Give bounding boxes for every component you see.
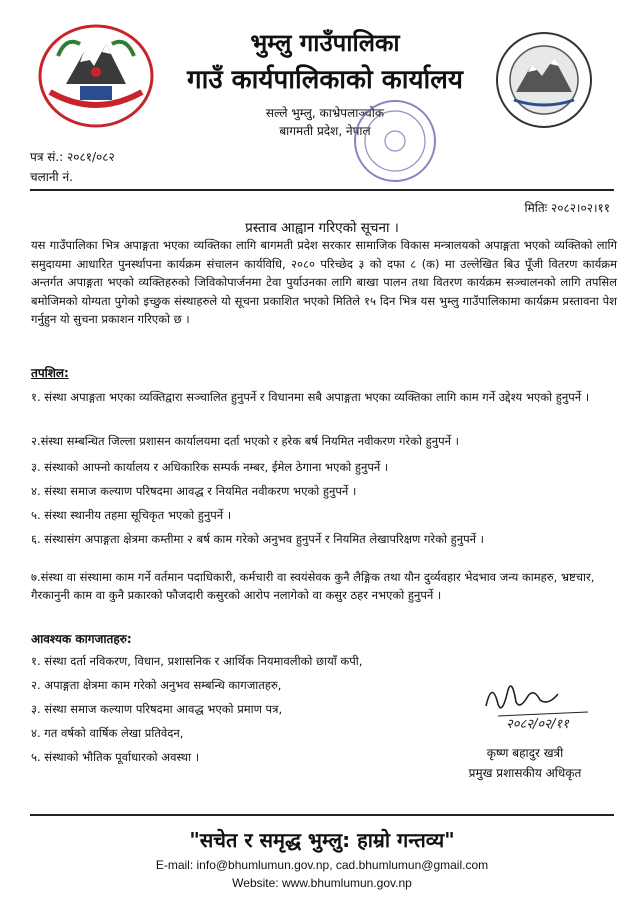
tapsil-item: १. संस्था अपाङ्गता भएका व्यक्तिद्वारा सञ्चालित हुनुपर्ने र विधानमा सबै अपाङ्गता भएका व्यक्तिका लागि काम गर्ने उद्देश्य भएको हुनुपर्ने ।: [31, 390, 590, 404]
signature-date: २०८२/०२/११: [506, 717, 569, 732]
office-name: गाउँ कार्यपालिकाको कार्यालय: [187, 65, 463, 95]
notice-subject: प्रस्ताव आह्वान गरिएको सूचना ।: [245, 220, 399, 236]
tapsil-item: ३. संस्थाको आफ्नो कार्यालय र अधिकारिक सम्पर्क नम्बर, ईमेल ठेगाना भएको हुनुपर्ने ।: [31, 460, 389, 474]
office-stamp-icon: [350, 96, 440, 186]
document-item: ४. गत वर्षको वार्षिक लेखा प्रतिवेदन,: [31, 726, 184, 740]
header-divider: [30, 189, 614, 191]
signatory-designation: प्रमुख प्रशासकीय अधिकृत: [468, 766, 582, 780]
dispatch-number: चलानी नं.: [30, 170, 73, 184]
tapsil-item: ४. संस्था समाज कल्याण परिषदमा आवद्ध र नियमित नवीकरण भएको हुनुपर्ने ।: [31, 484, 357, 498]
tapsil-item: ५. संस्था स्थानीय तहमा सूचिकृत भएको हुनुपर्ने ।: [31, 508, 232, 522]
notice-intro-paragraph: यस गाउँपालिका भित्र अपाङ्गता भएका व्यक्तिका लागि बागमती प्रदेश सरकार सामाजिक विकास मन्त्रालयको अपाङ्गता भएको व्यक्तिको लागि समुदायमा आधारित पुनर्स्थापना कार्यक्रम संचालन कार्यविधि, २०८० परिच्छेद ३ को दफा ८ (क) मा उल्लेखित बिउ पूँजी वितरण कार्यक्रम अन्तर्गत अपाङ्गता भएको व्यक्तिहरुको जिविकोपार्जनमा टेवा पुर्याउनका लागि बाखा पालन तथा वितरण कार्यक्रम सञ्चालनको लागि तपसिल बमोजिमको योग्यता पुगेको इच्छुक संस्थाहरुले यो सूचना प्रकाशित भएको मितिले १५ दिन भित्र यस भुम्लु गाउँपालिकामा कार्यक्रम प्रस्तावना पेश गर्नुहुन यो सुचना प्रकाशन गरिएको छ ।: [31, 238, 617, 326]
bhumlu-municipality-logo-icon: [494, 30, 594, 130]
required-documents-heading: आवश्यक कागजातहरु:: [31, 632, 132, 646]
footer-divider: [30, 814, 614, 816]
tapsil-heading: तपशिल:: [31, 366, 69, 380]
address-line-1: सल्ले भुम्लु, काभ्रेपलाञ्चोक: [265, 106, 385, 120]
notice-date: मितिः २०८२।०२।११: [524, 201, 610, 215]
document-item: ५. संस्थाको भौतिक पूर्वाधारको अवस्था ।: [31, 750, 200, 764]
nepal-government-emblem-icon: [36, 22, 156, 130]
tapsil-item: ७.संस्था वा संस्थामा काम गर्ने वर्तमान पदाधिकारी, कर्मचारी वा स्वयंसेवक कुनै लैङ्गिक तथा यौन दुर्व्यवहार भेदभाव जन्य कामहरु, भ्रष्टचार, गैरकानुनी काम वा कुनै प्रकारको फौजदारी कसुरको आरोप नलागेको वा कसुर ठहर नभएको हुनुपर्ने ।: [31, 570, 595, 602]
document-item: १. संस्था दर्ता नविकरण, विधान, प्रशासनिक र आर्थिक नियमावलीको छायाँ कपी,: [31, 654, 363, 668]
document-item: २. अपाङ्गता क्षेत्रमा काम गरेको अनुभव सम्बन्धि कागजातहरु,: [31, 678, 282, 692]
footer-slogan: "सचेत र समृद्ध भुम्लु: हाम्रो गन्तव्य": [189, 828, 455, 852]
address-line-2: बागमती प्रदेश, नेपाल: [279, 124, 371, 138]
footer-email: E-mail: info@bhumlumun.gov.np, cad.bhumlumun@gmail.com: [155, 858, 489, 872]
footer-website: Website: www.bhumlumun.gov.np: [232, 876, 412, 890]
document-item: ३. संस्था समाज कल्याण परिषदमा आवद्ध भएको प्रमाण पत्र,: [31, 702, 283, 716]
signatory-name: कृष्ण बहादुर खत्री: [486, 746, 564, 760]
municipality-name: भुम्लु गाउँपालिका: [250, 29, 400, 57]
tapsil-item: ६. संस्थासंग अपाङ्गता क्षेत्रमा कम्तीमा २ बर्ष काम गरेको अनुभव हुनुपर्ने र नियमित लेखापरिक्षण गरेको हुनुपर्ने ।: [31, 532, 485, 546]
handwritten-signature-icon: [478, 676, 598, 732]
tapsil-item: २.संस्था सम्बन्धित जिल्ला प्रशासन कार्यालयमा दर्ता भएको र हरेक बर्ष नियमित नवीकरण गरेको हुनुपर्ने ।: [31, 434, 460, 448]
letter-reference-number: पत्र सं.: २०८१/०८२: [30, 150, 115, 164]
